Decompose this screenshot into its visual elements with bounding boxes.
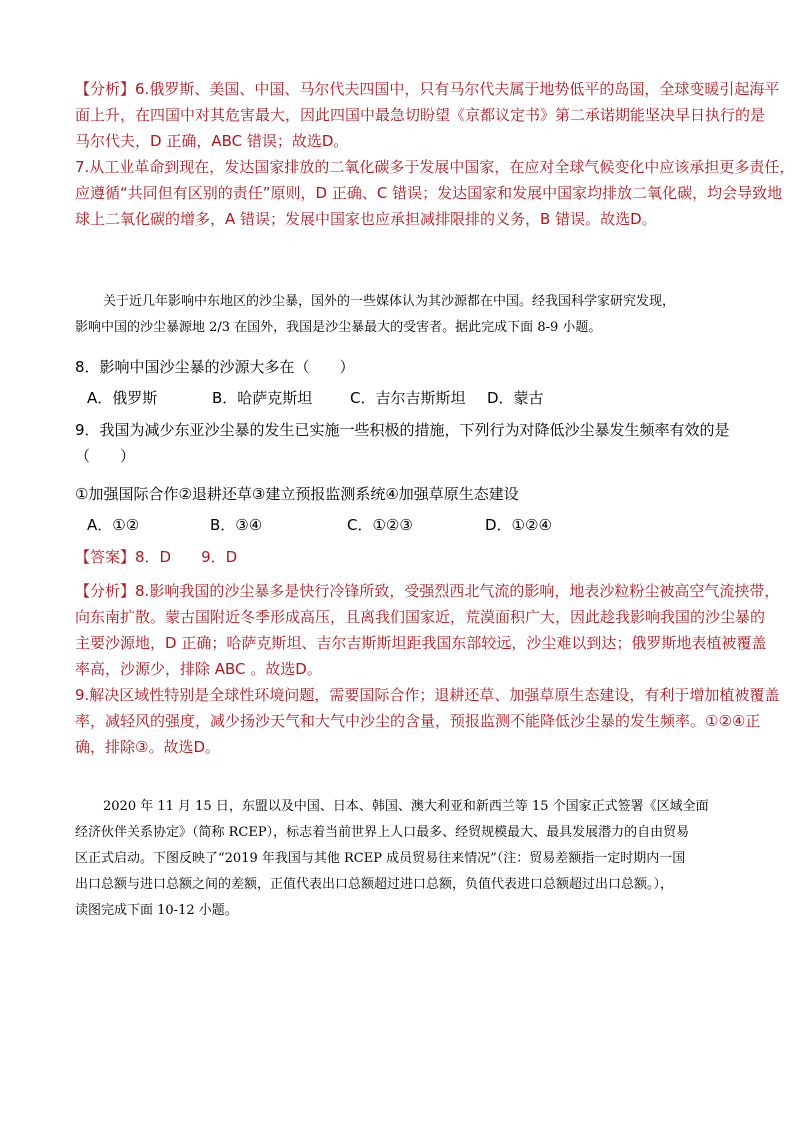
option-c: C．①②③ [347, 516, 413, 534]
analysis-tag: 【分析】 [75, 582, 136, 600]
answer-line: 【答案】8．D 9．D [75, 548, 238, 566]
question-stem: （ ） [75, 447, 136, 465]
material-line: 区正式启动。下图反映了“2019 年我国与其他 RCEP 成员贸易往来情况”（注：贸易差额指一定时期内一国 [75, 851, 686, 866]
analysis-line: 9.解决区域性特别是全球性环境问题，需要国际合作；退耕还草、加强草原生态建设，有利于增加植被覆盖 [75, 686, 780, 704]
analysis-8-9 [75, 578, 780, 760]
question-9-items [75, 481, 723, 507]
analysis-line: 确，排除③。故选D。 [75, 738, 220, 756]
analysis-line: 主要沙源地，D 正确；哈萨克斯坦、吉尔吉斯斯坦距我国东部较远，沙尘难以到达；俄罗斯地表植被覆盖 [75, 634, 767, 652]
question-9 [75, 417, 730, 469]
answer-tag: 【答案】 [75, 548, 136, 566]
analysis-line: 向东南扩散。蒙古国附近冬季形成高压，且离我们国家近，荒漠面积广大，因此趁我影响我国的沙尘暴的 [75, 608, 766, 626]
analysis-line: 面上升，在四国中对其危害最大，因此四国中最急切盼望《京都议定书》第二承诺期能坚决早日执行的是 [75, 106, 766, 124]
option-a: A．①② [87, 516, 140, 534]
material-line: 2020 年 11 月 15 日，东盟以及中国、日本、韩国、澳大利亚和新西兰等 15 个国家正式签署《区域全面 [103, 799, 709, 814]
analysis-6-7 [75, 76, 794, 232]
material-8-9 [75, 289, 723, 341]
analysis-line: 【分析】6.俄罗斯、美国、中国、马尔代夫四国中，只有马尔代夫属于地势低平的岛国，全球变暖引起海平 [75, 80, 780, 98]
option-b: B．③④ [210, 516, 263, 534]
question-stem: 9．我国为减少东亚沙尘暴的发生已实施一些积极的措施，下列行为对降低沙尘暴发生频率有效的是 [75, 421, 730, 439]
question-items: ①加强国际合作②退耕还草③建立预报监测系统④加强草原生态建设 [75, 485, 519, 503]
material-line: 影响中国的沙尘暴源地 2/3 在国外，我国是沙尘暴最大的受害者。据此完成下面 8-9 小题。 [75, 320, 602, 335]
analysis-line: 应遵循“共同但有区别的责任”原则，D 正确、C 错误；发达国家和发展中国家均排放二氧化碳，均会导致地 [75, 184, 783, 202]
analysis-line: 【分析】8.影响我国的沙尘暴多是快行冷锋所致，受强烈西北气流的影响，地表沙粒粉尘被高空气流挟带， [75, 582, 780, 600]
analysis-line: 球上二氧化碳的增多，A 错误；发展中国家也应承担减排限排的义务，B 错误。故选D。 [75, 210, 657, 228]
answer-8-9 [75, 544, 723, 570]
option-c: C．吉尔吉斯斯坦 [350, 389, 466, 407]
material-line: 出口总额与进口总额之间的差额，正值代表出口总额超过进口总额，负值代表进口总额超过出口总额。）， [75, 877, 674, 892]
option-d: D．①②④ [485, 516, 552, 534]
material-line: 经济伙伴关系协定》（简称 RCEP），标志着当前世界上人口最多、经贸规模最大、最具发展潜力的自由贸易 [75, 825, 690, 840]
question-8-options [87, 385, 687, 411]
analysis-line: 率，减轻风的强度，减少扬沙天气和大气中沙尘的含量，预报监测不能降低沙尘暴的发生频率。①②④正 [75, 712, 761, 730]
material-10-12 [75, 794, 723, 924]
analysis-line: 马尔代夫，D 正确，ABC 错误；故选D。 [75, 132, 349, 150]
analysis-tag: 【分析】 [75, 80, 136, 98]
question-stem: 8．影响中国沙尘暴的沙源大多在（ ） [75, 358, 355, 376]
question-9-options [87, 512, 687, 538]
material-line: 关于近几年影响中东地区的沙尘暴，国外的一些媒体认为其沙源都在中国。经我国科学家研究发现， [103, 294, 676, 309]
option-a: A．俄罗斯 [87, 389, 158, 407]
material-line: 读图完成下面 10-12 小题。 [75, 903, 238, 918]
option-d: D．蒙古 [487, 389, 544, 407]
question-8 [75, 354, 723, 380]
analysis-line: 率高，沙源少，排除 ABC 。故选D。 [75, 660, 322, 678]
analysis-line: 7.从工业革命到现在，发达国家排放的二氧化碳多于发展中国家，在应对全球气候变化中应该承担更多责任， [75, 158, 794, 176]
option-b: B．哈萨克斯坦 [212, 389, 313, 407]
